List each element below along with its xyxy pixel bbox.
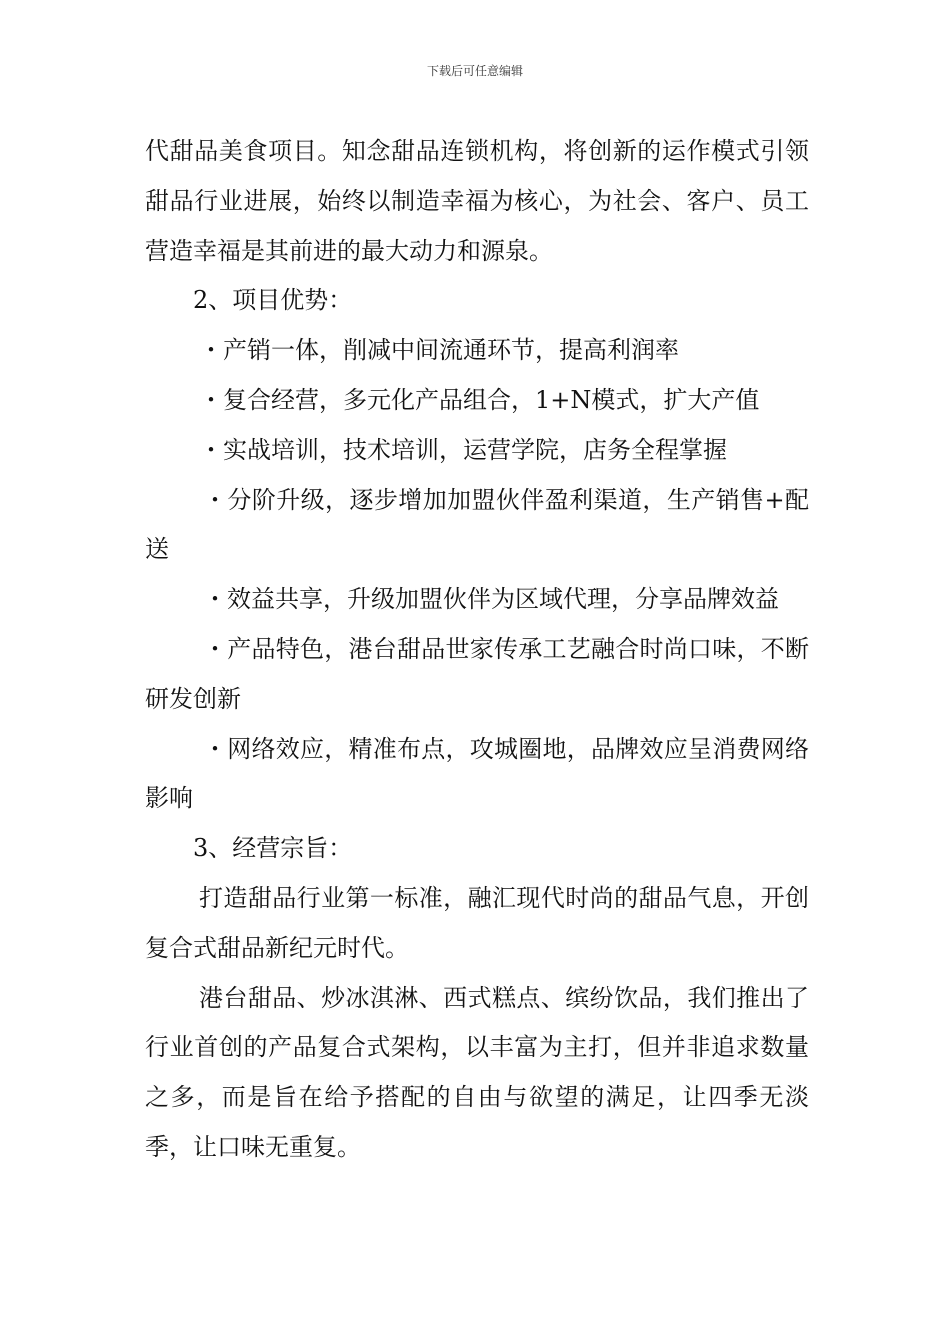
intro-paragraph: 代甜品美食项目。知念甜品连锁机构，将创新的运作模式引领甜品行业进展，始终以制造幸福为核心，为社会、客户、员工营造幸福是其前进的最大动力和源泉。 [145,137,809,265]
advantage-item: ・效益共享，升级加盟伙伴为区域代理，分享品牌效益 [203,585,779,614]
advantage-item: ・产品特色，港台甜品世家传承工艺融合时尚口味，不断研发创新 [145,634,809,713]
advantage-item: ・实战培训，技术培训，运营学院，店务全程掌握 [199,435,727,464]
advantages-heading: 2、项目优势： [193,286,353,315]
page-header: 下载后可任意编辑 [426,64,523,78]
advantage-item: ・复合经营，多元化产品组合，1+N模式，扩大产值 [199,385,760,414]
advantage-item: ・分阶升级，逐步增加加盟伙伴盈利渠道，生产销售+配送 [145,485,809,564]
document-body [145,127,809,1173]
advantage-item: ・产销一体，削减中间流通环节，提高利润率 [199,336,679,365]
advantage-item: ・网络效应，精准布点，攻城圈地，品牌效应呈消费网络影响 [145,734,809,813]
purpose-paragraph: 打造甜品行业第一标准，融汇现代时尚的甜品气息，开创复合式甜品新纪元时代。 [145,883,809,962]
products-paragraph: 港台甜品、炒冰淇淋、西式糕点、缤纷饮品，我们推出了行业首创的产品复合式架构，以丰富为主打，但并非追求数量之多，而是旨在给予搭配的自由与欲望的满足，让四季无淡季，让口味无重复。 [145,983,809,1161]
purpose-heading: 3、经营宗旨： [193,834,353,863]
